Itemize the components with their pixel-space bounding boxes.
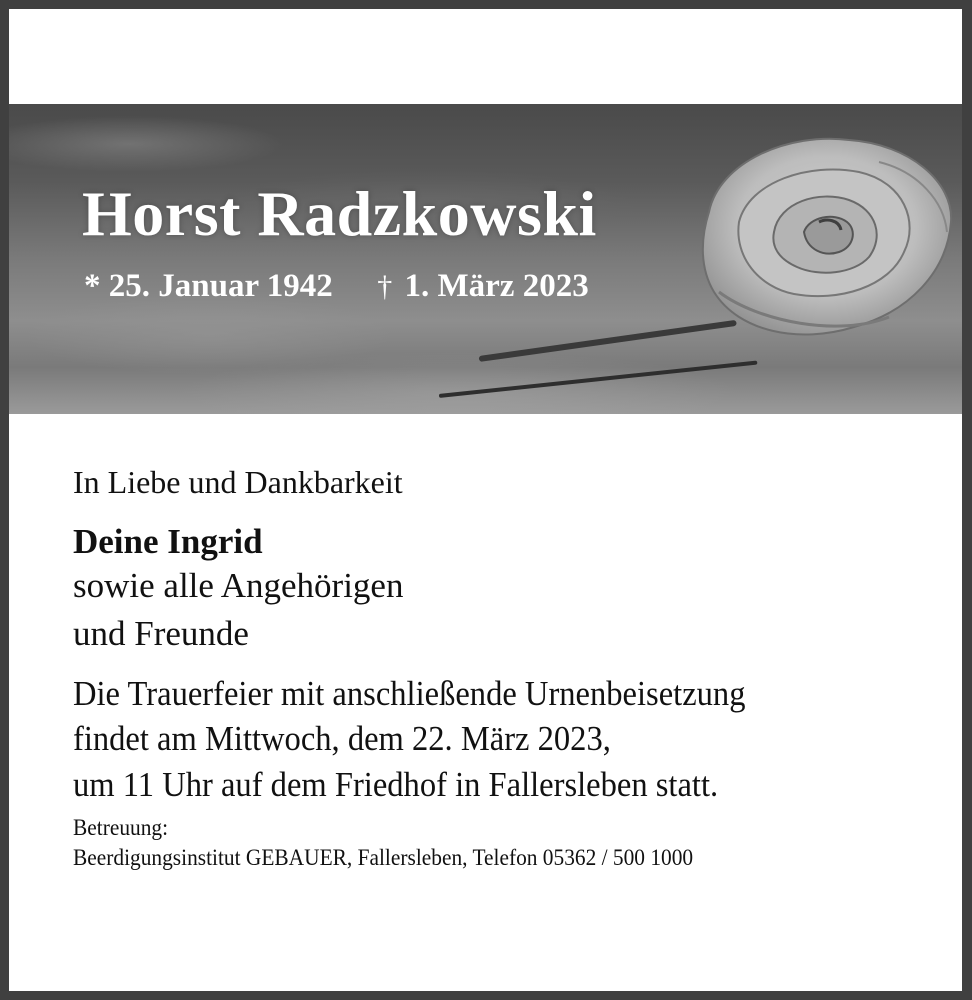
relatives-line: sowie alle Angehörigen xyxy=(73,566,404,606)
header-photo xyxy=(9,104,962,414)
deceased-name: Horst Radzkowski xyxy=(82,178,597,249)
birth-date: 25. Januar 1942 xyxy=(108,268,333,304)
service-line: um 11 Uhr auf dem Friedhof in Fallersleben statt. xyxy=(73,764,719,804)
birth-star-icon: * xyxy=(84,268,101,304)
rose-icon xyxy=(679,122,959,362)
service-line: findet am Mittwoch, dem 22. März 2023, xyxy=(73,719,611,759)
relatives-line: und Freunde xyxy=(73,613,249,653)
notice-body xyxy=(73,466,796,873)
signer-name: Deine Ingrid xyxy=(73,522,263,561)
care-info xyxy=(73,813,745,873)
care-label: Betreuung: xyxy=(73,815,169,841)
rose-stem-shadow xyxy=(439,361,758,398)
service-line: Die Trauerfeier mit anschließende Urnenbeisetzung xyxy=(73,673,746,713)
greeting: In Liebe und Dankbarkeit xyxy=(73,464,403,500)
life-dates xyxy=(84,270,589,303)
death-cross-icon: † xyxy=(377,270,393,303)
service-details xyxy=(73,671,745,808)
death-date: 1. März 2023 xyxy=(404,268,589,304)
care-provider: Beerdigungsinstitut GEBAUER, Fallersleben, Telefon 05362 / 500 1000 xyxy=(73,845,694,871)
